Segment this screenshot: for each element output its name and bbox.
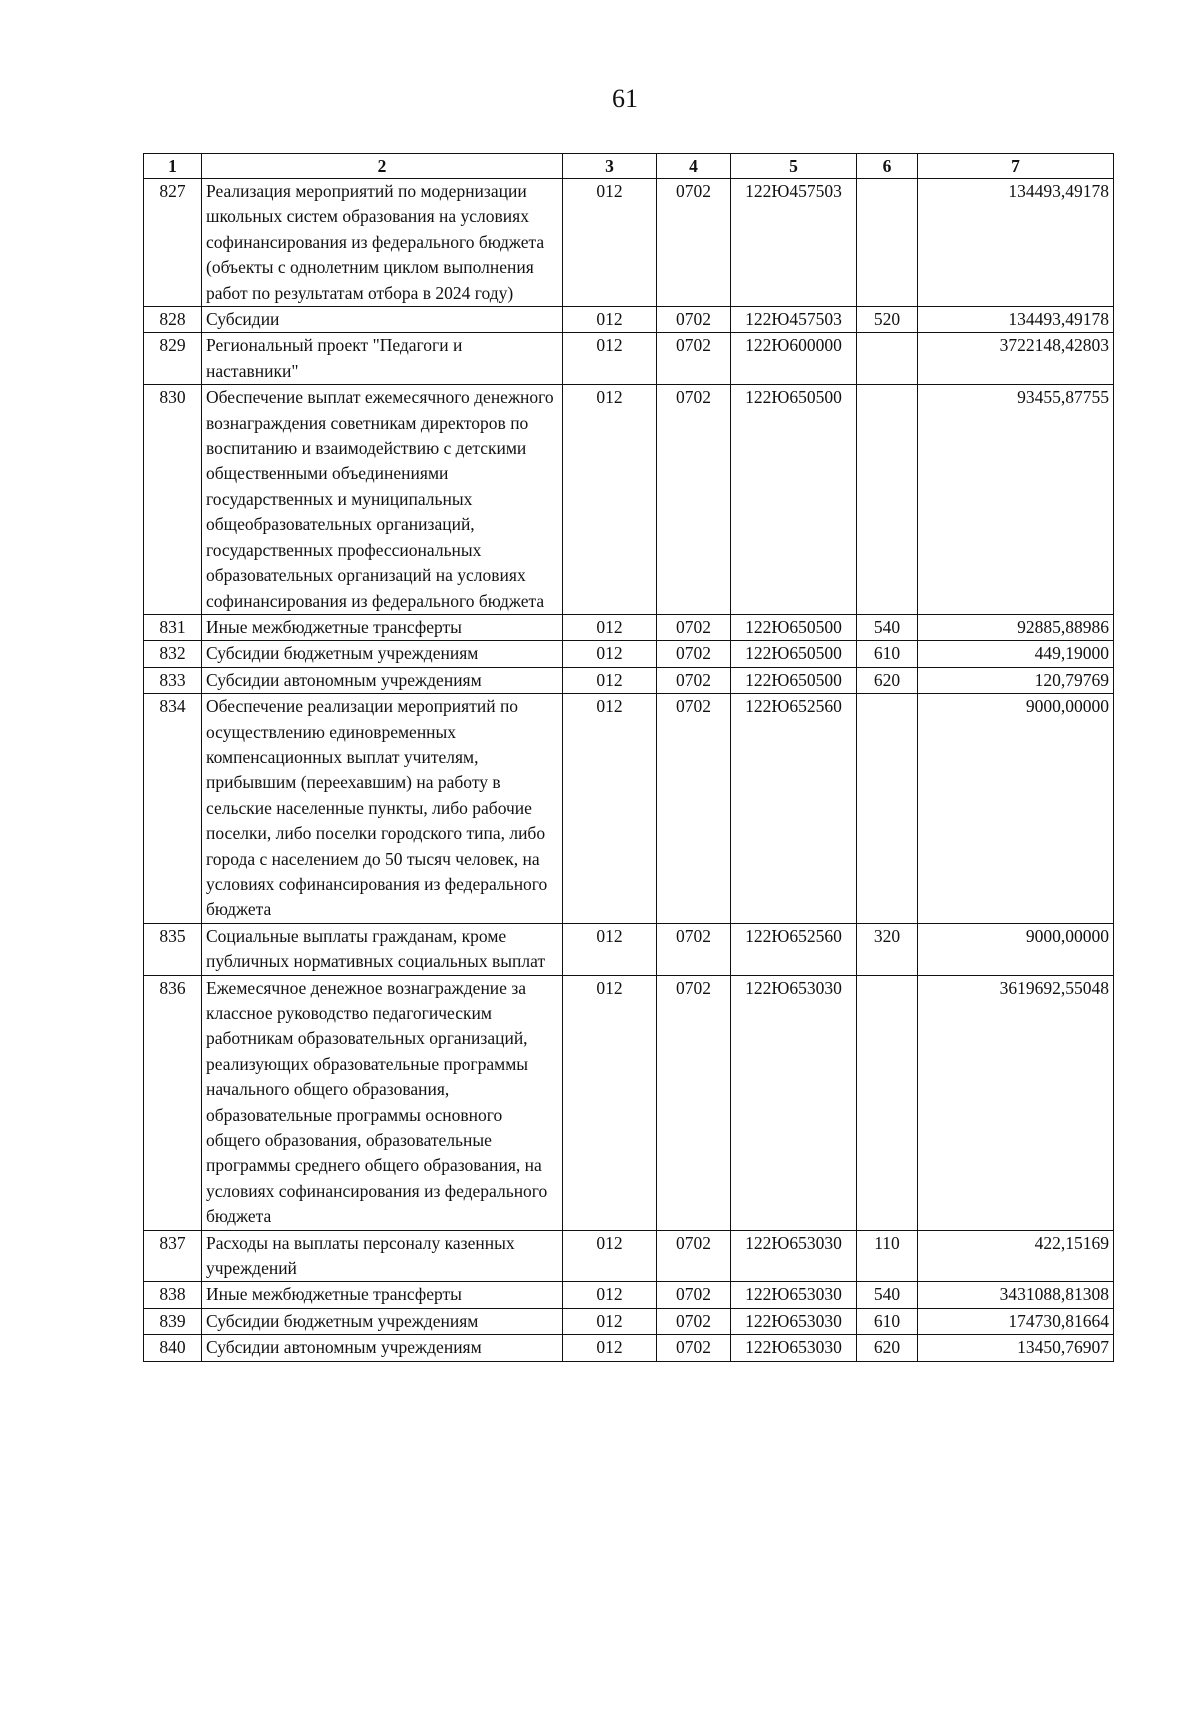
table-row	[144, 307, 1114, 333]
section-code-cell: 0702	[657, 641, 731, 667]
expense-type-cell: 610	[857, 641, 918, 667]
column-number-row	[144, 154, 1114, 179]
row-number-cell: 827	[144, 179, 202, 307]
table-row	[144, 179, 1114, 307]
target-article-cell: 122Ю652560	[731, 694, 857, 924]
amount-cell: 120,79769	[918, 667, 1114, 693]
table-row	[144, 1335, 1114, 1361]
grbs-code-cell: 012	[563, 1230, 657, 1282]
section-code-cell: 0702	[657, 1230, 731, 1282]
amount-cell: 134493,49178	[918, 307, 1114, 333]
grbs-code-cell: 012	[563, 333, 657, 385]
row-name-cell: Субсидии автономным учреждениям	[202, 667, 563, 693]
row-number-cell: 831	[144, 614, 202, 640]
table-body	[144, 179, 1114, 1362]
column-header: 2	[202, 154, 563, 179]
row-number-cell: 835	[144, 923, 202, 975]
expense-type-cell: 610	[857, 1308, 918, 1334]
target-article-cell: 122Ю653030	[731, 1308, 857, 1334]
target-article-cell: 122Ю600000	[731, 333, 857, 385]
section-code-cell: 0702	[657, 333, 731, 385]
row-number-cell: 838	[144, 1282, 202, 1308]
section-code-cell: 0702	[657, 1308, 731, 1334]
grbs-code-cell: 012	[563, 975, 657, 1230]
table-row	[144, 923, 1114, 975]
grbs-code-cell: 012	[563, 694, 657, 924]
amount-cell: 3619692,55048	[918, 975, 1114, 1230]
expense-type-cell: 110	[857, 1230, 918, 1282]
expense-type-cell: 540	[857, 614, 918, 640]
column-header: 7	[918, 154, 1114, 179]
row-name-cell: Социальные выплаты гражданам, кроме публичных нормативных социальных выплат	[202, 923, 563, 975]
target-article-cell: 122Ю653030	[731, 1230, 857, 1282]
grbs-code-cell: 012	[563, 614, 657, 640]
grbs-code-cell: 012	[563, 179, 657, 307]
table-row	[144, 614, 1114, 640]
row-name-cell: Реализация мероприятий по модернизации школьных систем образования на условиях софинансирования из федерального бюджета (объекты с однолетним циклом выполнения работ по результатам отбора в 2024 году)	[202, 179, 563, 307]
section-code-cell: 0702	[657, 923, 731, 975]
section-code-cell: 0702	[657, 975, 731, 1230]
row-name-cell: Обеспечение реализации мероприятий по осуществлению единовременных компенсационных выплат учителям, прибывшим (переехавшим) на работу в сельские населенные пункты, либо рабочие поселки, либо поселки городского типа, либо города с населением до 50 тысяч человек, на условиях софинансирования из федерального бюджета	[202, 694, 563, 924]
target-article-cell: 122Ю650500	[731, 667, 857, 693]
table-row	[144, 641, 1114, 667]
section-code-cell: 0702	[657, 1282, 731, 1308]
table-row	[144, 667, 1114, 693]
section-code-cell: 0702	[657, 385, 731, 615]
grbs-code-cell: 012	[563, 1282, 657, 1308]
column-header: 3	[563, 154, 657, 179]
table-row	[144, 694, 1114, 924]
expense-type-cell: 320	[857, 923, 918, 975]
amount-cell: 449,19000	[918, 641, 1114, 667]
amount-cell: 3431088,81308	[918, 1282, 1114, 1308]
row-name-cell: Ежемесячное денежное вознаграждение за классное руководство педагогическим работникам образовательных организаций, реализующих образовательные программы начального общего образования, образовательные программы основного общего образования, образовательные программы среднего общего образования, на условиях софинансирования из федерального бюджета	[202, 975, 563, 1230]
target-article-cell: 122Ю457503	[731, 179, 857, 307]
table-row	[144, 385, 1114, 615]
grbs-code-cell: 012	[563, 923, 657, 975]
section-code-cell: 0702	[657, 307, 731, 333]
section-code-cell: 0702	[657, 694, 731, 924]
expense-type-cell	[857, 694, 918, 924]
row-name-cell: Расходы на выплаты персоналу казенных учреждений	[202, 1230, 563, 1282]
column-header: 1	[144, 154, 202, 179]
target-article-cell: 122Ю653030	[731, 1335, 857, 1361]
grbs-code-cell: 012	[563, 385, 657, 615]
row-number-cell: 828	[144, 307, 202, 333]
column-header: 6	[857, 154, 918, 179]
grbs-code-cell: 012	[563, 641, 657, 667]
amount-cell: 9000,00000	[918, 923, 1114, 975]
grbs-code-cell: 012	[563, 667, 657, 693]
expense-type-cell: 520	[857, 307, 918, 333]
target-article-cell: 122Ю652560	[731, 923, 857, 975]
row-name-cell: Региональный проект "Педагоги и наставники"	[202, 333, 563, 385]
row-name-cell: Субсидии	[202, 307, 563, 333]
row-number-cell: 830	[144, 385, 202, 615]
budget-table	[143, 153, 1114, 1362]
row-name-cell: Субсидии автономным учреждениям	[202, 1335, 563, 1361]
row-number-cell: 836	[144, 975, 202, 1230]
expense-type-cell	[857, 975, 918, 1230]
section-code-cell: 0702	[657, 1335, 731, 1361]
row-number-cell: 834	[144, 694, 202, 924]
row-number-cell: 832	[144, 641, 202, 667]
amount-cell: 174730,81664	[918, 1308, 1114, 1334]
section-code-cell: 0702	[657, 179, 731, 307]
expense-type-cell	[857, 333, 918, 385]
amount-cell: 9000,00000	[918, 694, 1114, 924]
row-number-cell: 833	[144, 667, 202, 693]
table-row	[144, 1282, 1114, 1308]
row-name-cell: Субсидии бюджетным учреждениям	[202, 1308, 563, 1334]
amount-cell: 13450,76907	[918, 1335, 1114, 1361]
table-row	[144, 333, 1114, 385]
column-header: 5	[731, 154, 857, 179]
grbs-code-cell: 012	[563, 1308, 657, 1334]
row-name-cell: Иные межбюджетные трансферты	[202, 614, 563, 640]
page-number: 61	[612, 84, 638, 113]
row-number-cell: 829	[144, 333, 202, 385]
table-row	[144, 1308, 1114, 1334]
row-name-cell: Обеспечение выплат ежемесячного денежного вознаграждения советникам директоров по воспитанию и взаимодействию с детскими общественными объединениями государственных и муниципальных общеобразовательных организаций, государственных профессиональных образовательных организаций на условиях софинансирования из федерального бюджета	[202, 385, 563, 615]
amount-cell: 422,15169	[918, 1230, 1114, 1282]
table-row	[144, 1230, 1114, 1282]
row-name-cell: Иные межбюджетные трансферты	[202, 1282, 563, 1308]
row-number-cell: 837	[144, 1230, 202, 1282]
table-row	[144, 975, 1114, 1230]
expense-type-cell	[857, 385, 918, 615]
target-article-cell: 122Ю653030	[731, 1282, 857, 1308]
amount-cell: 134493,49178	[918, 179, 1114, 307]
expense-type-cell	[857, 179, 918, 307]
grbs-code-cell: 012	[563, 307, 657, 333]
section-code-cell: 0702	[657, 667, 731, 693]
expense-type-cell: 540	[857, 1282, 918, 1308]
expense-type-cell: 620	[857, 1335, 918, 1361]
target-article-cell: 122Ю650500	[731, 385, 857, 615]
row-number-cell: 840	[144, 1335, 202, 1361]
target-article-cell: 122Ю653030	[731, 975, 857, 1230]
row-number-cell: 839	[144, 1308, 202, 1334]
target-article-cell: 122Ю650500	[731, 614, 857, 640]
target-article-cell: 122Ю457503	[731, 307, 857, 333]
row-name-cell: Субсидии бюджетным учреждениям	[202, 641, 563, 667]
amount-cell: 92885,88986	[918, 614, 1114, 640]
column-header: 4	[657, 154, 731, 179]
amount-cell: 3722148,42803	[918, 333, 1114, 385]
section-code-cell: 0702	[657, 614, 731, 640]
amount-cell: 93455,87755	[918, 385, 1114, 615]
expense-type-cell: 620	[857, 667, 918, 693]
target-article-cell: 122Ю650500	[731, 641, 857, 667]
grbs-code-cell: 012	[563, 1335, 657, 1361]
